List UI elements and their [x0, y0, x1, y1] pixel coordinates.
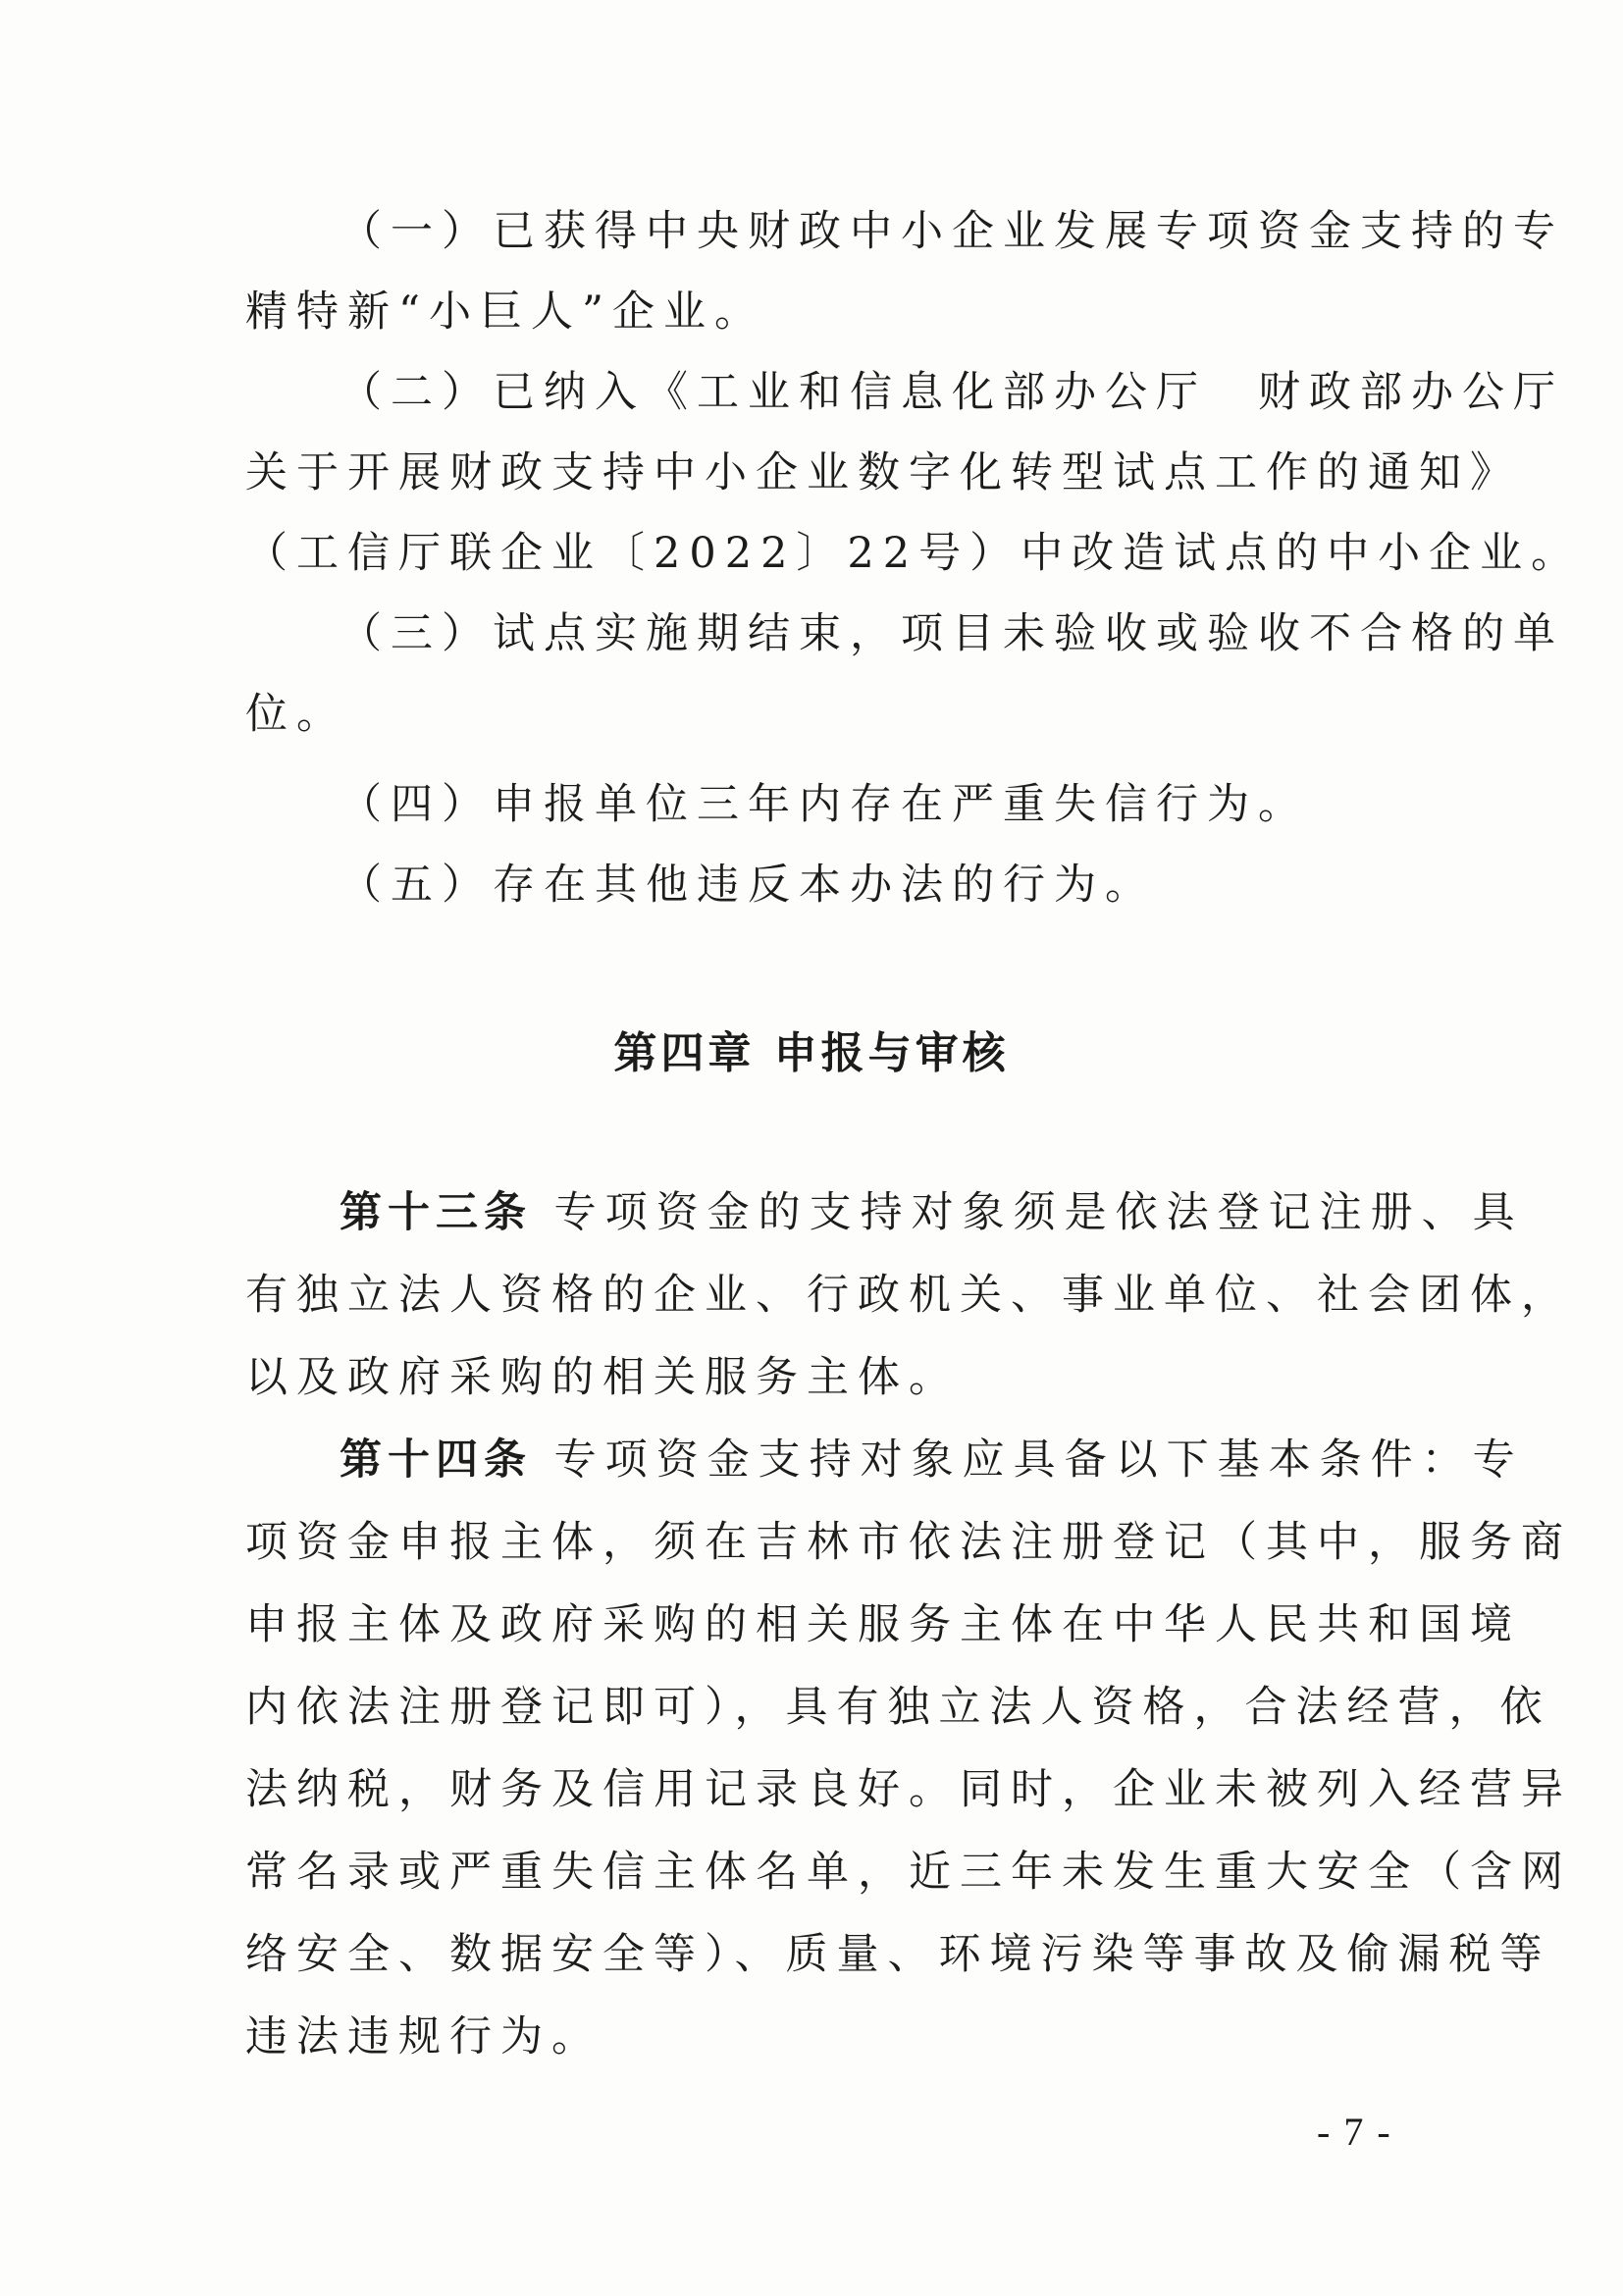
article-13-label: 第十三条 [340, 1188, 532, 1237]
item-2-line-2: 关于开展财政支持中小企业数字化转型试点工作的通知》 [245, 448, 1521, 497]
chapter-heading: 第四章 申报与审核 [613, 1028, 1010, 1078]
article-14-line-1 [340, 1431, 1524, 1489]
article-14-line-1-text: 专项资金支持对象应具备以下基本条件：专 [532, 1435, 1524, 1485]
article-14-line-8: 违法违规行为。 [245, 2012, 602, 2061]
page-number: - 7 - [1317, 2110, 1392, 2154]
article-14-label: 第十四条 [340, 1435, 532, 1485]
item-2-line-3: （工信厅联企业〔2022〕22号）中改造试点的中小企业。 [245, 529, 1583, 578]
article-14-line-7: 络安全、数据安全等）、质量、环境污染等事故及偷漏税等 [245, 1930, 1551, 1979]
item-5-line-1: （五）存在其他违反本办法的行为。 [340, 861, 1156, 910]
article-13-line-2: 有独立法人资格的企业、行政机关、事业单位、社会团体， [245, 1271, 1572, 1320]
article-13-line-1 [340, 1183, 1524, 1242]
item-2-line-1: （二）已纳入《工业和信息化部办公厅 财政部办公厅 [340, 368, 1564, 417]
article-13-line-1-text: 专项资金的支持对象须是依法登记注册、具 [532, 1188, 1524, 1237]
item-3-line-1: （三）试点实施期结束，项目未验收或验收不合格的单 [340, 609, 1564, 658]
item-1-line-1: （一）已获得中央财政中小企业发展专项资金支持的专 [340, 207, 1564, 256]
article-14-line-3: 申报主体及政府采购的相关服务主体在中华人民共和国境 [245, 1600, 1521, 1649]
article-14-line-2: 项资金申报主体，须在吉林市依法注册登记（其中，服务商 [245, 1518, 1572, 1567]
article-14-line-6: 常名录或严重失信主体名单，近三年未发生重大安全（含网 [245, 1848, 1572, 1897]
item-3-line-2: 位。 [245, 690, 347, 739]
article-14-line-4: 内依法注册登记即可），具有独立法人资格，合法经营，依 [245, 1683, 1551, 1732]
article-13-line-3: 以及政府采购的相关服务主体。 [245, 1353, 960, 1402]
article-14-line-5: 法纳税，财务及信用记录良好。同时，企业未被列入经营异 [245, 1765, 1572, 1814]
item-4-line-1: （四）申报单位三年内存在严重失信行为。 [340, 780, 1309, 829]
item-1-line-2: 精特新“小巨人”企业。 [245, 287, 765, 337]
